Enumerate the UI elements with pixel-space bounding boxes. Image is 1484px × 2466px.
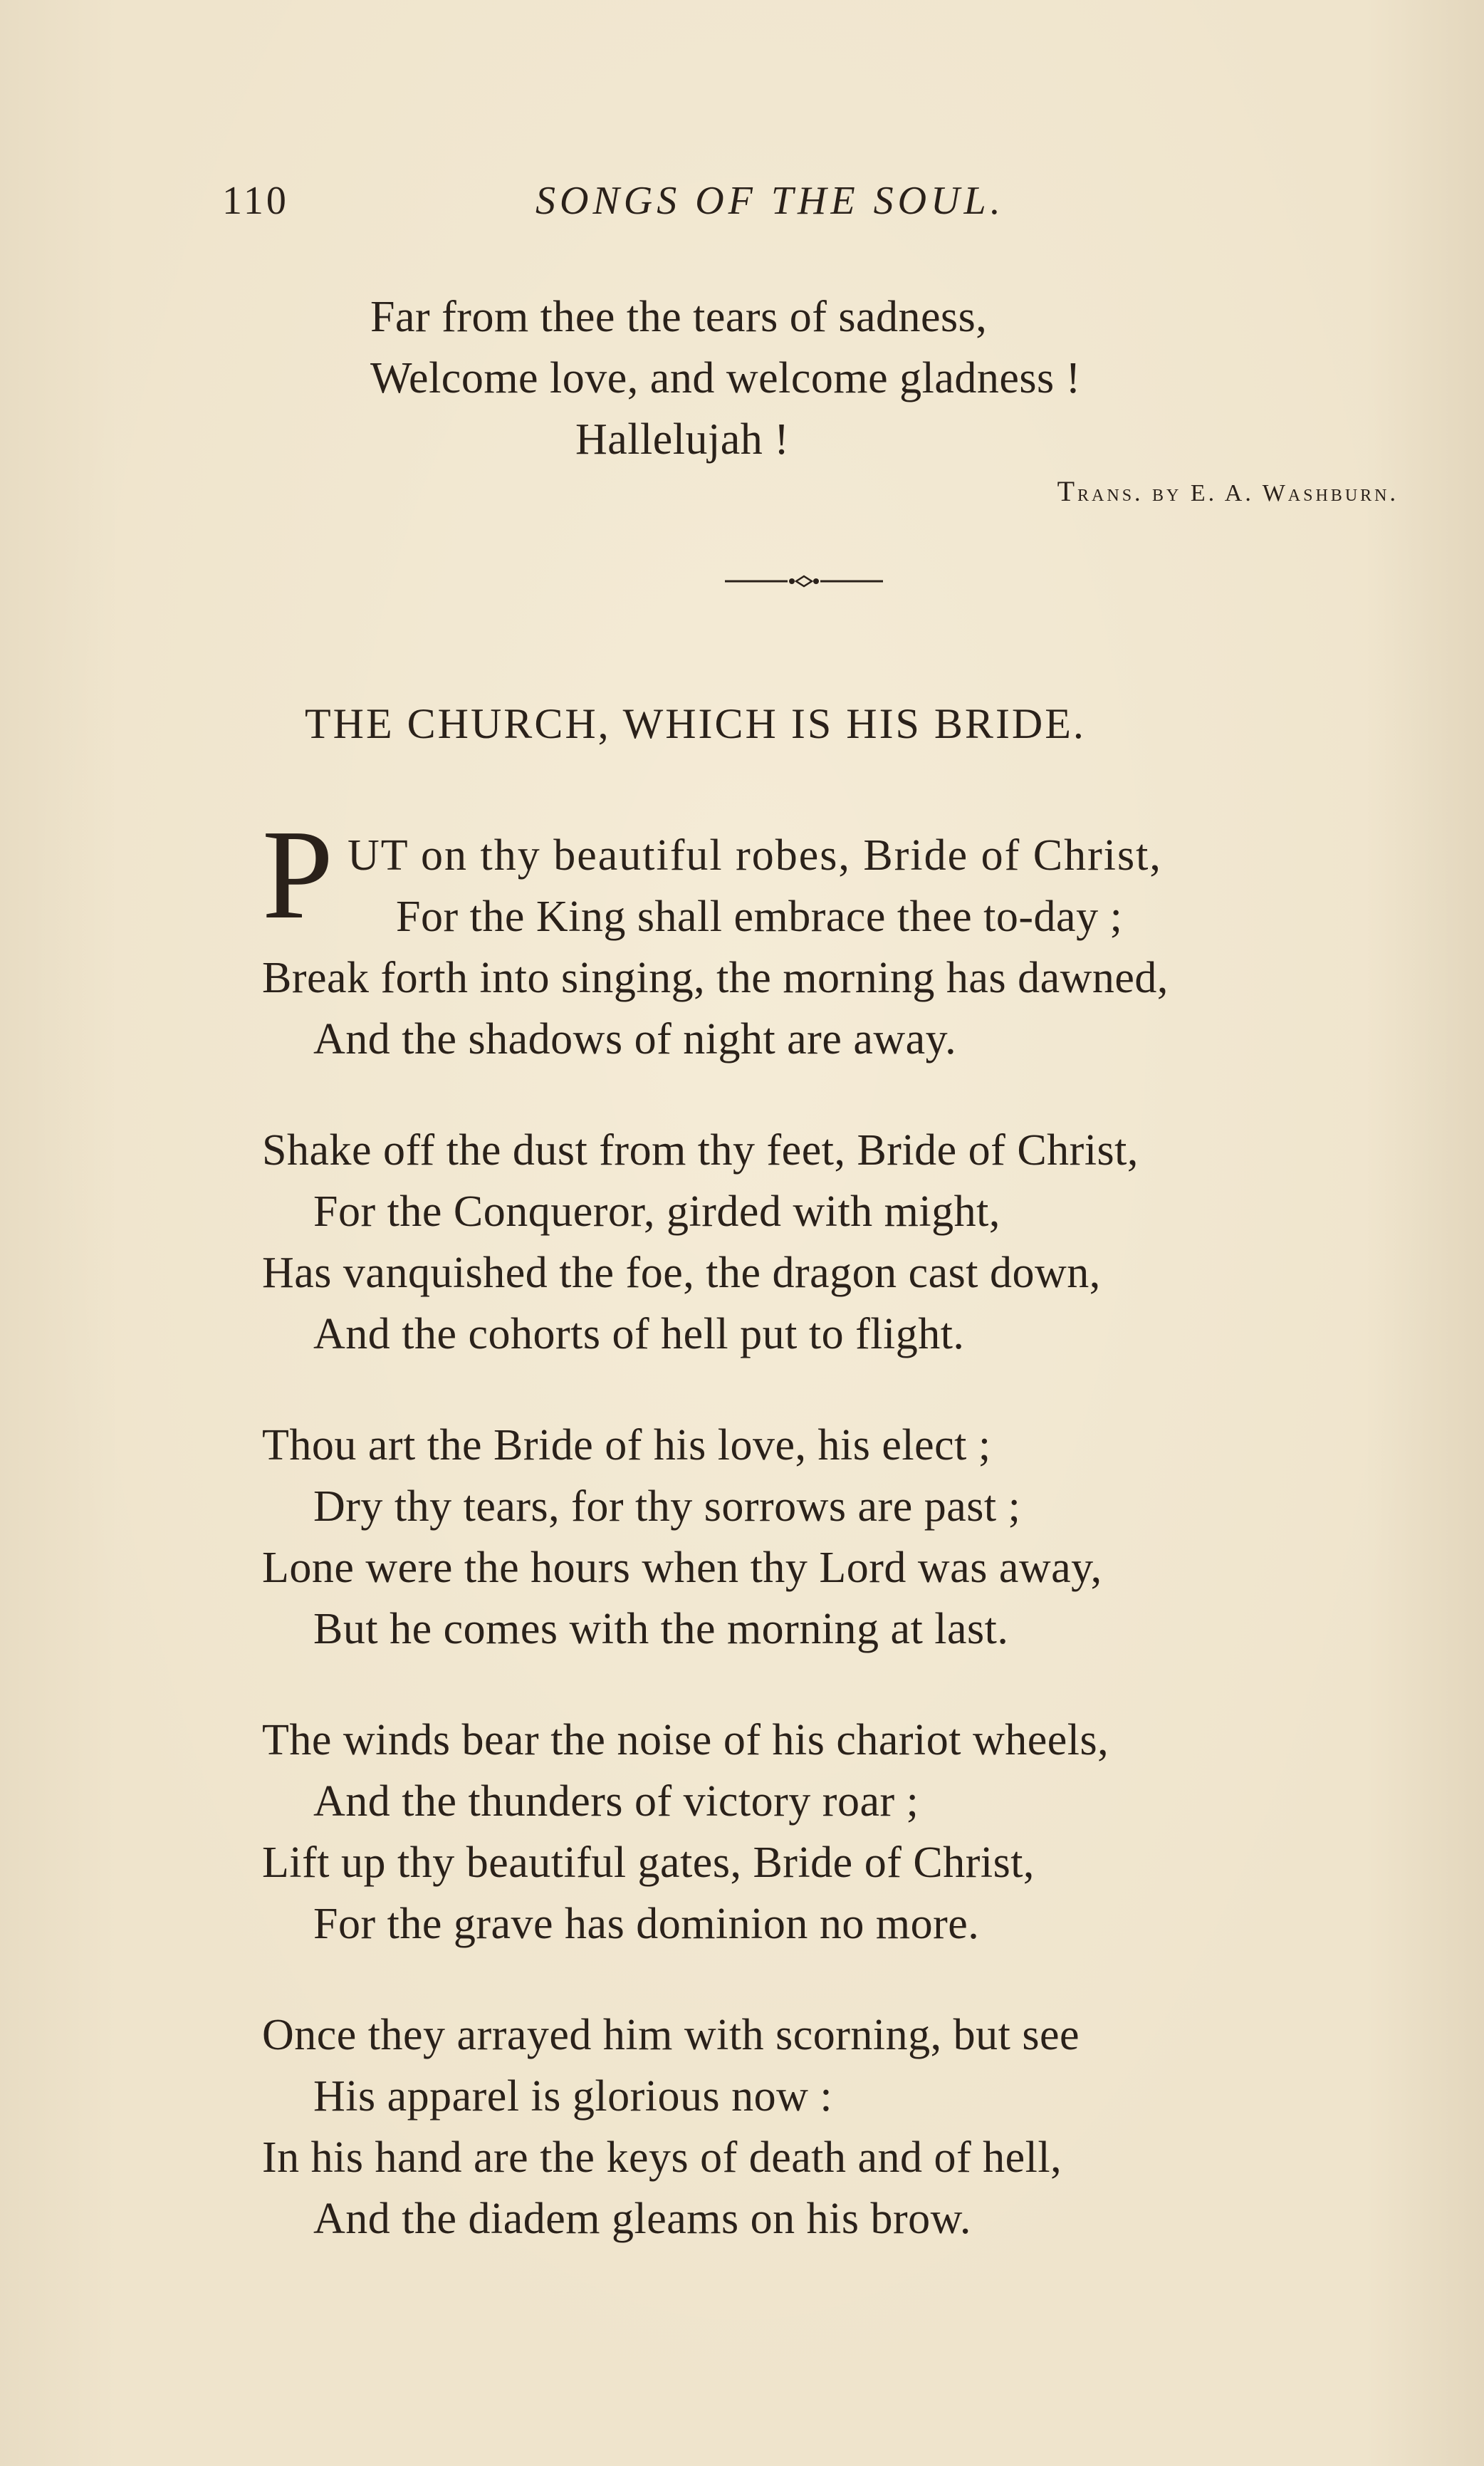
poem-line: His apparel is glorious now : xyxy=(313,2072,833,2121)
poem-line: Lone were the hours when thy Lord was away, xyxy=(262,1544,1102,1592)
poem-line: And the cohorts of hell put to flight. xyxy=(313,1310,965,1358)
poem-line: In his hand are the keys of death and of hell, xyxy=(262,2133,1062,2182)
poem-first-line: UT on thy beautiful robes, Bride of Christ, xyxy=(348,831,1162,880)
attribution-initial: T xyxy=(1057,475,1078,507)
poem-line: Shake off the dust from thy feet, Bride of Christ, xyxy=(262,1126,1139,1175)
poem-line: And the shadows of night are away. xyxy=(313,1015,957,1063)
poem-line: But he comes with the morning at last. xyxy=(313,1605,1009,1653)
poem-line: And the thunders of victory roar ; xyxy=(313,1777,919,1826)
translator-attribution xyxy=(1057,474,1399,508)
poem-line: Dry thy tears, for thy sorrows are past ; xyxy=(313,1482,1021,1531)
poem-line: Break forth into singing, the morning has dawned, xyxy=(262,954,1169,1002)
poem-line: For the Conqueror, girded with might, xyxy=(313,1187,1000,1236)
poem-title: THE CHURCH, WHICH IS HIS BRIDE. xyxy=(305,700,1086,747)
drop-cap-letter: P xyxy=(262,803,334,945)
section-divider-ornament xyxy=(725,574,883,588)
poem-line: The winds bear the noise of his chariot wheels, xyxy=(262,1716,1109,1764)
running-title: SONGS OF THE SOUL. xyxy=(535,179,1005,223)
previous-poem-line: Hallelujah ! xyxy=(575,415,790,464)
poem-line: Has vanquished the foe, the dragon cast down, xyxy=(262,1249,1101,1297)
previous-poem-line: Welcome love, and welcome gladness ! xyxy=(370,354,1081,402)
poem-line: Thou art the Bride of his love, his elect ; xyxy=(262,1421,991,1469)
poem-line: For the King shall embrace thee to-day ; xyxy=(396,893,1123,941)
poem-line: And the diadem gleams on his brow. xyxy=(313,2195,971,2243)
poem-line: For the grave has dominion no more. xyxy=(313,1900,980,1948)
attribution-text: rans. by E. A. Washburn. xyxy=(1077,480,1399,506)
page-number: 110 xyxy=(222,179,289,223)
previous-poem-line: Far from thee the tears of sadness, xyxy=(370,293,988,341)
poem-line: Lift up thy beautiful gates, Bride of Christ, xyxy=(262,1838,1035,1887)
poem-line: Once they arrayed him with scorning, but see xyxy=(262,2011,1080,2059)
